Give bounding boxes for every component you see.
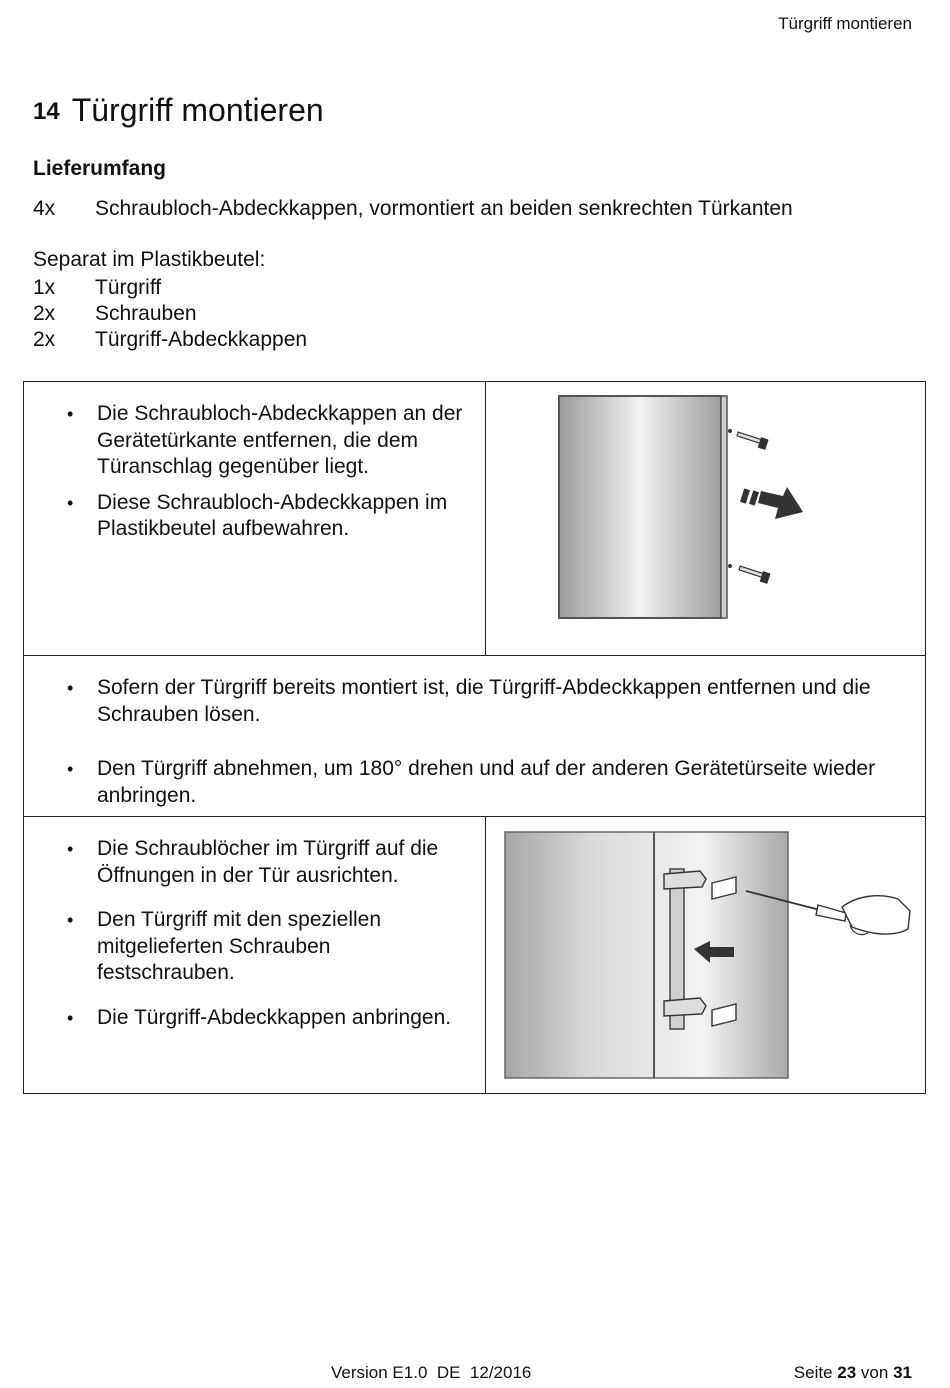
item-qty: 2x	[33, 302, 56, 325]
table-divider	[24, 655, 925, 656]
footer-page: Seite 23 von 31	[793, 1363, 912, 1382]
step3-text	[24, 836, 464, 1031]
section-title	[33, 92, 324, 129]
list-item: • Den Türgriff abnehmen, um 180° drehen und auf der anderen Gerätetürseite wieder anbringen.	[67, 757, 876, 807]
item-qty: 2x	[33, 328, 56, 351]
page-total: 31	[893, 1363, 912, 1382]
mount-handle-figure	[502, 829, 917, 1086]
remove-caps-figure	[529, 394, 819, 629]
section-number: 14	[33, 98, 60, 125]
table-divider	[485, 382, 486, 655]
table-divider	[24, 816, 925, 817]
bullet-icon: •	[67, 839, 74, 859]
item-text: Schraubloch-Abdeckkappen, vormontiert an beiden senkrechten Türkanten	[95, 197, 793, 220]
list-item: • Die Türgriff-Abdeckkappen anbringen.	[24, 1005, 464, 1032]
list-item: • Die Schraublöcher im Türgriff auf die Öffnungen in der Tür ausrichten.	[67, 837, 439, 887]
separate-item	[33, 301, 197, 327]
item-text: Schrauben	[95, 302, 197, 325]
running-header: Türgriff montieren	[778, 14, 912, 33]
delivery-item	[33, 196, 793, 222]
bullet-icon: •	[67, 759, 74, 779]
separate-item	[33, 327, 307, 353]
list-item: • Die Schraubloch-Abdeckkappen an der Gerätetürkante entfernen, die dem Türanschlag gegenüber liegt.	[67, 402, 463, 478]
step1-text	[24, 401, 464, 543]
item-text: Türgriff-Abdeckkappen	[95, 328, 308, 351]
table-divider	[485, 816, 486, 1093]
bullet-icon: •	[67, 910, 74, 930]
step2-text	[24, 675, 914, 809]
item-qty: 1x	[33, 276, 56, 299]
footer-version: Version E1.0 DE 12/2016	[331, 1363, 532, 1382]
page-number: 23	[837, 1363, 857, 1382]
bullet-icon: •	[67, 404, 74, 424]
list-item: • Den Türgriff mit den speziellen mitgelieferten Schrauben festschrauben.	[67, 908, 382, 984]
item-qty: 4x	[33, 197, 56, 220]
item-text: Türgriff	[95, 276, 162, 299]
bullet-icon: •	[67, 1007, 74, 1028]
separate-item	[33, 275, 161, 301]
instruction-table	[23, 381, 926, 1094]
list-item: • Sofern der Türgriff bereits montiert ist, die Türgriff-Abdeckkappen entfernen und die Schrauben lösen.	[67, 676, 871, 726]
bullet-icon: •	[67, 678, 74, 698]
delivery-heading: Lieferumfang	[33, 157, 167, 180]
bullet-icon: •	[67, 492, 74, 513]
list-item: • Diese Schraubloch-Abdeckkappen im Plastikbeutel aufbewahren.	[67, 490, 448, 540]
section-title-text: Türgriff montieren	[71, 92, 324, 128]
separate-label: Separat im Plastikbeutel:	[33, 248, 266, 271]
